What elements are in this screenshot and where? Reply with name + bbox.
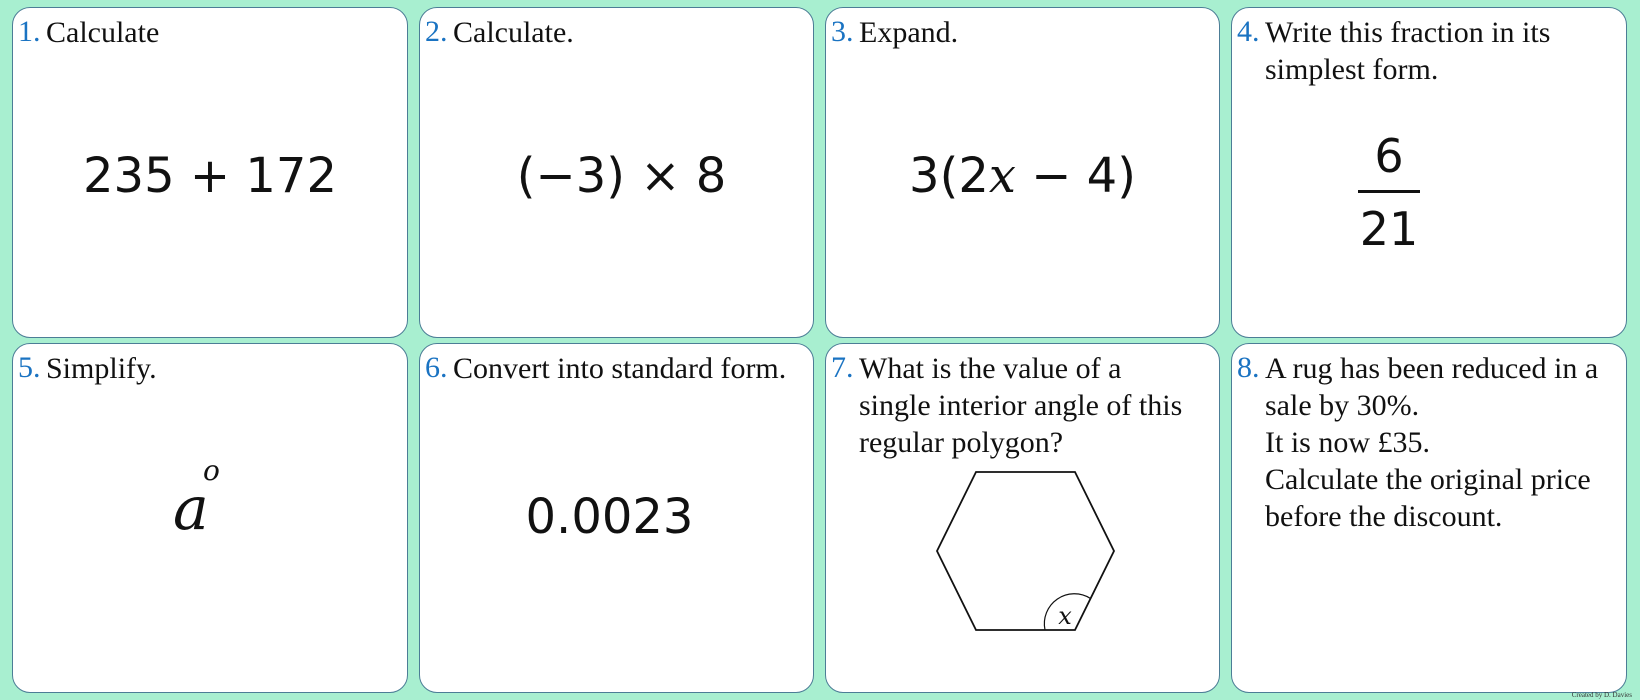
power-exponent: o: [203, 454, 220, 487]
question-text: [46, 14, 399, 51]
question-text-line: regular polygon?: [859, 426, 1064, 459]
question-text-line: Write this fraction in its: [1265, 16, 1551, 49]
question-text: [1265, 350, 1618, 535]
fraction-denominator: 21: [1359, 201, 1419, 256]
question-card-8: [1231, 343, 1627, 693]
question-number: 3.: [831, 15, 854, 48]
question-text: [453, 350, 805, 387]
question-number: 5.: [18, 351, 41, 384]
fraction-numerator: 6: [1374, 129, 1404, 183]
question-text-line: Convert into standard form.: [453, 352, 787, 385]
question-number: 8.: [1237, 351, 1260, 384]
question-number: 1.: [18, 15, 41, 48]
question-text: [453, 14, 805, 51]
expression-power: [173, 454, 253, 544]
question-card-7: [825, 343, 1220, 693]
variable-x: x: [988, 148, 1016, 204]
question-card-4: [1231, 7, 1627, 338]
expression-decimal: 0.0023: [525, 489, 694, 545]
question-text: [46, 350, 399, 387]
question-text-line: simplest form.: [1265, 53, 1439, 86]
question-number: 7.: [831, 351, 854, 384]
question-text-line: Calculate: [46, 16, 160, 49]
question-text: [1265, 14, 1618, 88]
question-card-5: [12, 343, 408, 693]
fraction: [1358, 126, 1420, 259]
question-number: 6.: [425, 351, 448, 384]
expression-part: 3(2: [909, 148, 989, 204]
expression-expand: [826, 148, 1219, 204]
question-number: 4.: [1237, 15, 1260, 48]
question-text-line: Expand.: [859, 16, 959, 49]
question-text-line: A rug has been reduced in a: [1265, 352, 1599, 385]
expression-addition: 235 + 172: [83, 148, 337, 204]
question-text-line: Simplify.: [46, 352, 157, 385]
hexagon-shape: [937, 472, 1114, 630]
question-number: 2.: [425, 15, 448, 48]
question-text-line: single interior angle of this: [859, 389, 1183, 422]
question-text-line: before the discount.: [1265, 500, 1503, 533]
fraction-bar: [1358, 190, 1420, 193]
question-text-line: Calculate the original price: [1265, 463, 1591, 496]
question-text-line: It is now £35.: [1265, 426, 1430, 459]
expression-part: − 4): [1015, 148, 1136, 204]
angle-label: x: [1058, 602, 1072, 630]
question-card-6: [419, 343, 814, 693]
question-text-line: sale by 30%.: [1265, 389, 1420, 422]
hexagon-diagram: [826, 344, 1220, 693]
power-base: a: [173, 474, 209, 544]
expression-multiplication: (−3) × 8: [516, 148, 727, 204]
question-card-3: [825, 7, 1220, 338]
question-text: [859, 14, 1211, 51]
question-text-line: What is the value of a: [859, 352, 1122, 385]
author-credit: Created by D. Davies: [1571, 691, 1632, 699]
question-text-line: Calculate.: [453, 16, 574, 49]
question-card-1: [12, 7, 408, 338]
question-card-2: [419, 7, 814, 338]
